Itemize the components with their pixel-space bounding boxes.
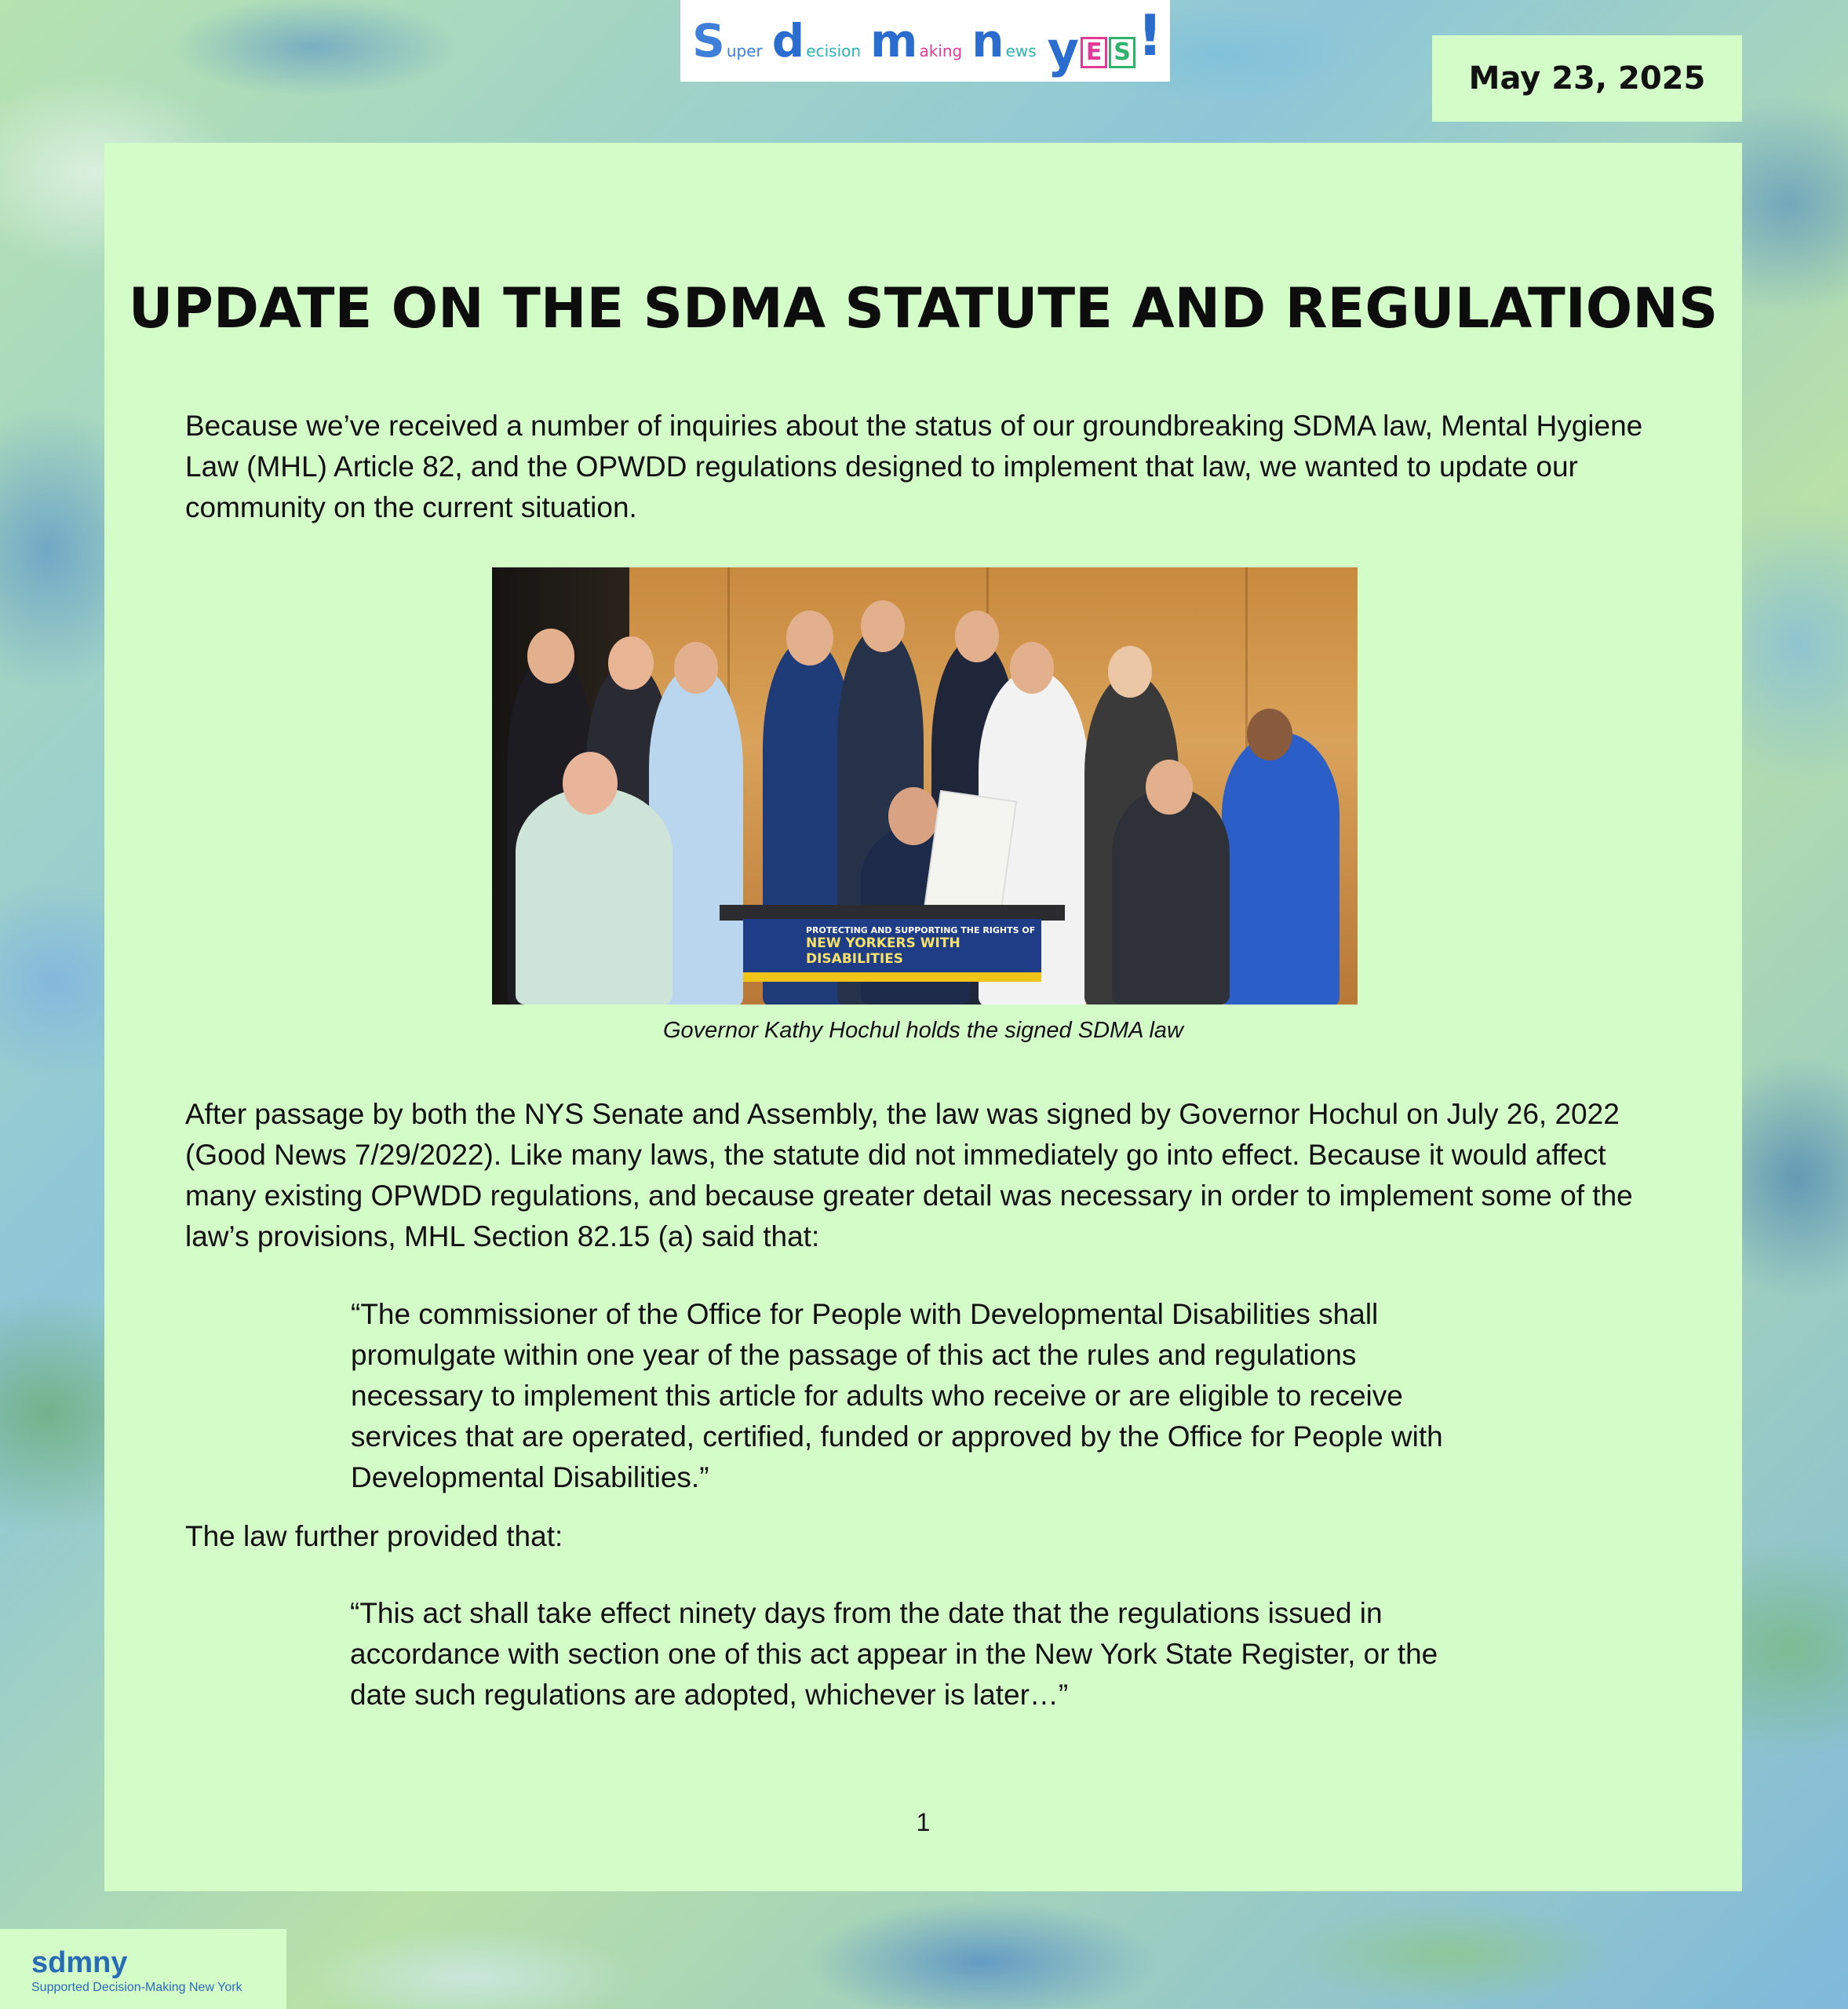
masthead-word-news: n ews bbox=[971, 14, 1037, 67]
photo-person-head bbox=[608, 636, 654, 690]
photo-caption: Governor Kathy Hochul holds the signed SDMA law bbox=[662, 1018, 1184, 1043]
signing-photo bbox=[492, 567, 1358, 1004]
masthead-word-super: S uper bbox=[692, 14, 763, 67]
photo-person-head bbox=[1010, 642, 1054, 694]
masthead-word-making: m aking bbox=[870, 14, 963, 67]
statute-quote-effective-date: “This act shall take effect ninety days from the date that the regulations issued in accordance with section one of this act appear in the New York State Register, or the date such regulations are adopted, whichever is later…” bbox=[350, 1597, 1438, 1711]
photo-person bbox=[1222, 732, 1340, 1004]
sdmny-logo bbox=[0, 1929, 286, 2009]
photo-person-head bbox=[674, 642, 718, 694]
masthead-word-decision: d ecision bbox=[771, 14, 862, 67]
statute-quote-regulations: “The commissioner of the Office for People with Developmental Disabilities shall promulgate within one year of the passage of this act the rules and regulations necessary to implement this article for adults who receive or are eligible to receive services that are operated, certified, funded or approved by the Office for People with Developmental Disabilities.” bbox=[351, 1298, 1443, 1493]
masthead-logo bbox=[680, 0, 1170, 82]
sdmny-logo-tagline: Supported Decision-Making New York bbox=[31, 1981, 242, 1994]
intro-paragraph: Because we’ve received a number of inquiries about the status of our groundbreaking SDMA law, Mental Hygiene Law (MHL) Article 82, and the OPWDD regulations designed to implement that law, we wanted to update our community on the current situation. bbox=[185, 410, 1643, 523]
sdmny-logo-name: sdmny bbox=[31, 1946, 128, 1979]
page-number: 1 bbox=[916, 1808, 931, 1836]
photo-person-head bbox=[861, 600, 905, 652]
photo-person-head bbox=[563, 752, 618, 815]
photo-person-head bbox=[1247, 709, 1292, 760]
photo-person-head bbox=[1146, 760, 1193, 815]
law-further-paragraph: The law further provided that: bbox=[185, 1520, 563, 1552]
history-paragraph: After passage by both the NYS Senate and Assembly, the law was signed by Governor Hochul on July 26, 2022 (Good News 7/29/2022). Like many laws, the statute did not immediately go into effect. Because it would affect many existing OPWDD regulations, and because greater detail was necessary in order to implement some of the law’s provisions, MHL Section 82.15 (a) said that: bbox=[185, 1098, 1633, 1252]
article-page bbox=[104, 143, 1742, 1891]
photo-person-head bbox=[1108, 646, 1152, 698]
issue-date: May 23, 2025 bbox=[1432, 35, 1742, 122]
photo-person bbox=[1112, 787, 1230, 1004]
photo-person bbox=[516, 787, 672, 1004]
photo-person-head bbox=[527, 629, 574, 684]
photo-banner: PROTECTING AND SUPPORTING THE RIGHTS OF NEW YORKERS WITH DISABILITIES bbox=[743, 919, 1041, 982]
photo-person-head bbox=[888, 787, 939, 845]
article-title: UPDATE ON THE SDMA STATUTE AND REGULATIONS bbox=[128, 276, 1719, 341]
photo-desk bbox=[720, 905, 1065, 921]
photo-person-head bbox=[955, 611, 999, 662]
photo-person-head bbox=[786, 611, 833, 665]
masthead-yes: y E S ! bbox=[1047, 2, 1163, 78]
